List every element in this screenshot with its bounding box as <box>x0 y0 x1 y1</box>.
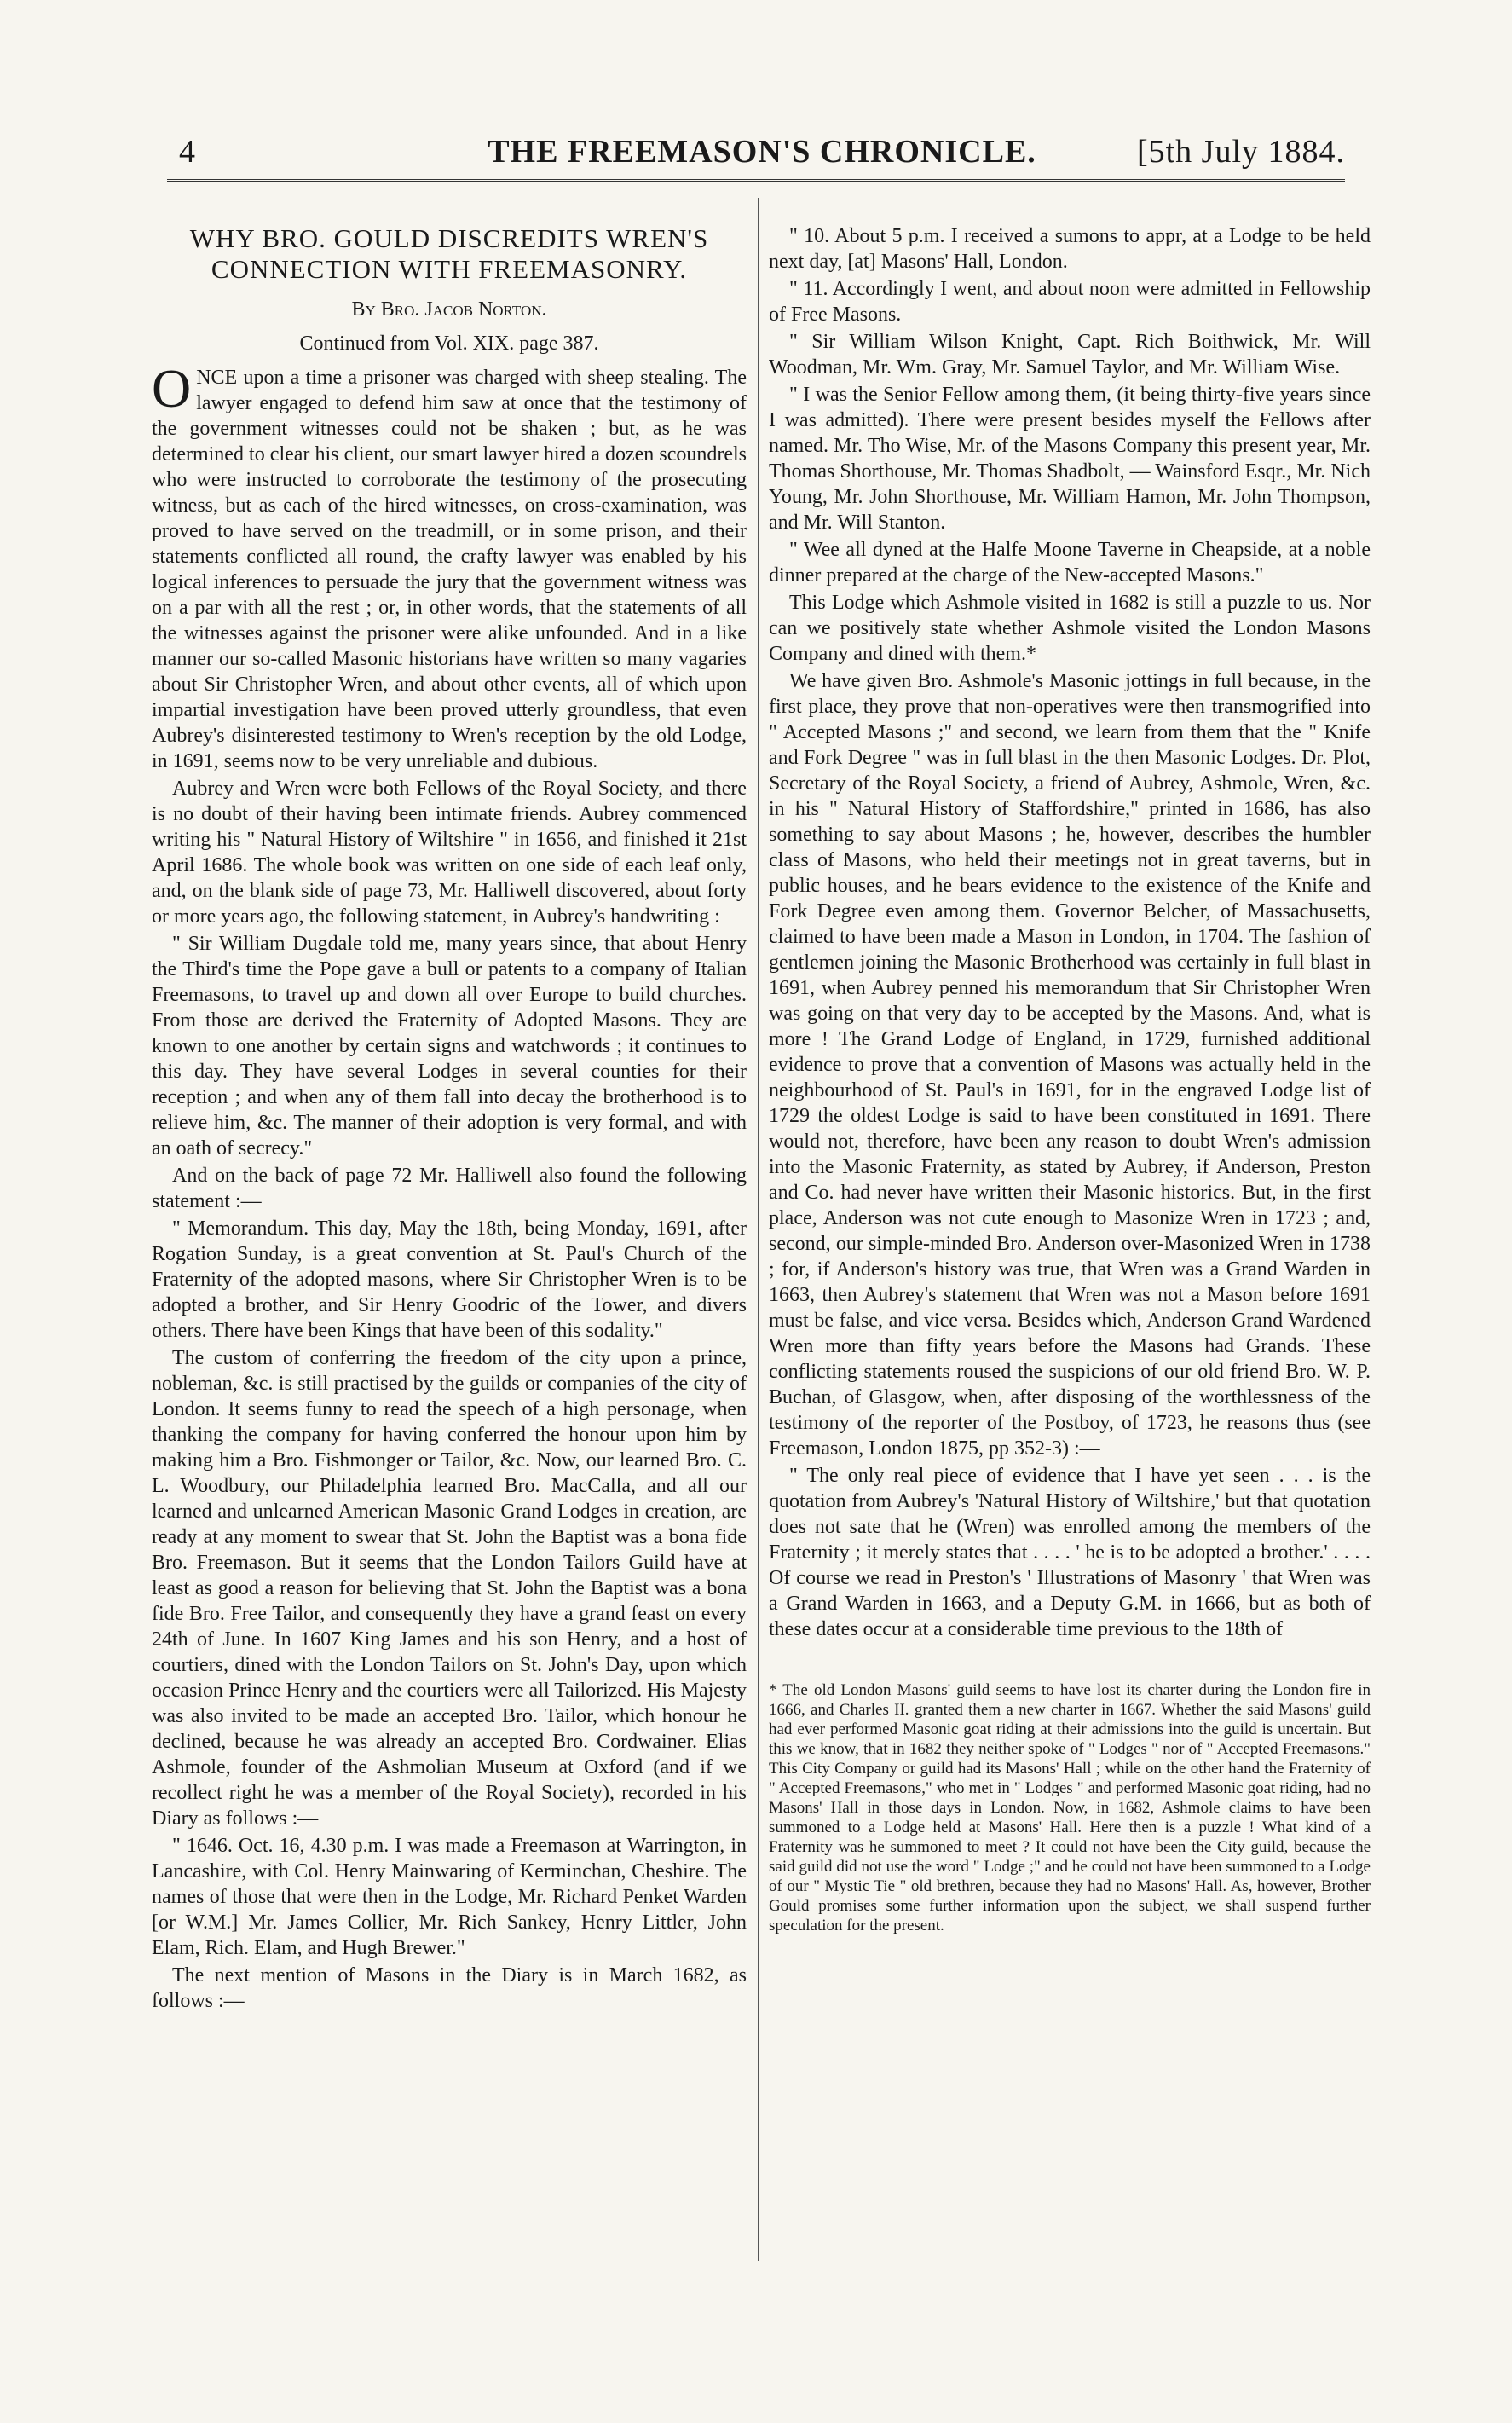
paragraph: " I was the Senior Fellow among them, (it being thirty-five years since I was admitted). There were present besides myself the Fellows after named. Mr. Tho Wise, Mr. of the Masons Company this present year, Mr. Thomas Shorthouse, Mr. Thomas Shadbolt, — Wainsford Esqr., Mr. Nich Young, Mr. John Shorthouse, Mr. William Hamon, Mr. John Thompson, and Mr. Will Stanton. <box>769 384 1371 534</box>
paragraph-text: NCE upon a time a prisoner was charged with sheep stealing. The lawyer engaged to defend him saw at once that the testimony of the government witnesses could not be shaken ; but, as he was determined to clear his client, our smart lawyer hired a dozen scoundrels who were instructed to corroborate the testimony of the prosecuting witness, but as each of the hired witnesses, on cross-examination, was proved to have served on the treadmill, or in some prison, and their statements conflicted all round, the crafty lawyer was enabled by his logical inferences to persuade the jury that the government witness was on a par with all the rest ; or, in other words, that the statements of all the witnesses against the prisoner were alike unfounded. And in a like manner our so-called Masonic historians have written so many vagaries about Sir Christopher Wren, and about other events, all of which upon impartial investigation have been proved utterly groundless, that even Aubrey's disinterested testimony to Wren's reception by the old Lodge, in 1691, seems now to be very unreliable and dubious. <box>152 367 747 772</box>
paragraph: " 10. About 5 p.m. I received a sumons to appr, at a Lodge to be held next day, [at] Masons' Hall, London. <box>769 225 1371 273</box>
paragraph: This Lodge which Ashmole visited in 1682 is still a puzzle to us. Nor can we positively state whether Ashmole visited the London Masons Company and dined with them.* <box>769 592 1371 665</box>
article-title: WHY BRO. GOULD DISCREDITS WREN'S CONNECTION WITH FREEMASONRY. <box>189 223 709 284</box>
paragraph <box>152 358 747 774</box>
paragraph: The custom of conferring the freedom of the city upon a prince, nobleman, &c. is still practised by the guilds or companies of the city of London. It seems funny to read the speech of a high personage, when thanking the company for having conferred the honour upon him by making him a Bro. Fishmonger or Tailor, &c. Now, our learned Bro. C. L. Woodbury, our Philadelphia learned Bro. MacCalla, and all our learned and unlearned American Masonic Grand Lodges in creation, are ready at any moment to swear that St. John the Baptist was a bona fide Bro. Freemason. But it seems that the London Tailors Guild have at least as good a reason for believing that St. John the Baptist was a bona fide Bro. Free Tailor, and consequently they have a grand feast on every 24th of June. In 1607 King James and his son Henry, and a host of courtiers, dined with the London Tailors on St. John's Day, upon which occasion Prince Henry and the courtiers were all Tailorized. His Majesty was also invited to be made an accepted Bro. Tailor, which honour he declined, because he was already an accepted Bro. Cordwainer. Elias Ashmole, founder of the Ashmolian Museum at Oxford (and if we recollect right he was a member of the Royal Society), recorded in his Diary as follows :— <box>152 1347 747 1830</box>
paragraph: And on the back of page 72 Mr. Halliwell also found the following statement :— <box>152 1165 747 1212</box>
left-column <box>152 223 747 2015</box>
paragraph: " The only real piece of evidence that I have yet seen . . . is the quotation from Aubrey's 'Natural History of Wiltshire,' but that quotation does not sate that he (Wren) was enrolled among the members of the Fraternity ; it merely states that . . . . ' he is to be adopted a brother.' . . . . Of course we read in Preston's ' Illustrations of Masonry ' that Wren was a Grand Warden in 1663, and a Deputy G.M. in 1666, but as both of these dates occur at a considerable time previous to the 18th of <box>769 1465 1371 1640</box>
paragraph: We have given Bro. Ashmole's Masonic jottings in full because, in the first place, they prove that non-operatives were then transmogrified into " Accepted Masons ;" and second, we learn from them that the " Knife and Fork Degree " was in full blast in the then Masonic Lodges. Dr. Plot, Secretary of the Royal Society, a friend of Aubrey, Ashmole, Wren, &c. in his " Natural History of Staffordshire," printed in 1686, has also something to say about Masons ; he, however, describes the humbler class of Masons, who held their meetings not in great taverns, but in public houses, and he bears evidence to the existence of the Knife and Fork Degree even among them. Governor Belcher, of Massachusetts, claimed to have been made a Mason in London, in 1704. The fashion of gentlemen joining the Masonic Brotherhood was certainly in full blast in 1691, when Aubrey penned his memorandum that Sir Christopher Wren was going on that very day to be accepted by the Masons. And, what is more ! The Grand Lodge of England, in 1729, furnished additional evidence to prove that a convention of Masons was actually held in the neighbourhood of St. Paul's in 1691, for in the engraved Lodge list of 1729 the oldest Lodge is said to have been constituted in 1691. There would not, therefore, have been any reason to doubt Wren's admission into the Masonic Fraternity, as stated by Aubrey, if Anderson, Preston and Co. had never have written their Masonic historics. But, in the first place, Anderson was not cute enough to Masonize Wren in 1723 ; and, second, our simple-minded Bro. Anderson over-Masonized Wren in 1738 ; for, if Anderson's history was true, that Wren was a Grand Warden in 1663, then Aubrey's statement that Wren was not a Mason before 1691 must be false, and vice versa. Besides which, Anderson Grand Wardened Wren more than fifty years before the Masons had Grands. These conflicting statements roused the suspicions of our old friend Bro. W. P. Buchan, of Glasgow, when, after disposing of the worthlessness of the testimony of the reporter of the Postboy, of 1723, he reasons thus (see Freemason, London 1875, pp 352-3) :— <box>769 670 1371 1460</box>
paragraph: Aubrey and Wren were both Fellows of the Royal Society, and there is no doubt of their having been intimate friends. Aubrey commenced writing his " Natural History of Wiltshire " in 1656, and finished it 21st April 1686. The whole book was written on one side of each leaf only, and, on the blank side of page 73, Mr. Halliwell discovered, about forty or more years ago, the following statement, in Aubrey's handwriting : <box>152 778 747 928</box>
paragraph: " Wee all dyned at the Halfe Moone Taverne in Cheapside, at a noble dinner prepared at the charge of the New-accepted Masons." <box>769 539 1371 587</box>
paragraph: " Sir William Dugdale told me, many years since, that about Henry the Third's time the Pope gave a bull or patents to a company of Italian Freemasons, to travel up and down all over Europe to build churches. From those are derived the Fraternity of Adopted Masons. They are known to one another by certain signs and watchwords ; it continues to this day. They have several Lodges in several counties for their reception ; and when any of them fall into decay the brotherhood is to relieve him, &c. The manner of their adoption is very formal, and with an oath of secrecy." <box>152 933 747 1159</box>
footnote: * The old London Masons' guild seems to have lost its charter during the London fire in 1666, and Charles II. granted them a new charter in 1667. Whether the said Masons' guild had ever performed Masonic goat riding at their admissions into the guild is uncertain. But this we know, that in 1682 they neither spoke of " Lodges " nor of " Accepted Freemasons." This City Company or guild had its Masons' Hall ; while on the other hand the Fraternity of " Accepted Freemasons," who met in " Lodges " and performed Masonic goat riding, had no Masons' Hall in those days in London. Now, in 1682, Ashmole claims to have been summoned to a Lodge held at Masons' Hall. Here then is a puzzle ! What kind of a Fraternity was he summoned to meet ? It could not have been the City guild, because the said guild did not use the word " Lodge ;" and he could not have been summoned to a Lodge of our " Mystic Tie " old brethren, because they had no Masons' Hall. As, however, Brother Gould promises some further information upon the subject, we shall suspend further speculation for the present. <box>769 1681 1371 1934</box>
paragraph: " 1646. Oct. 16, 4.30 p.m. I was made a Freemason at Warrington, in Lancashire, with Col. Henry Mainwaring of Kerminchan, Cheshire. The names of those that were then in the Lodge, Mr. Richard Penket Warden [or W.M.] Mr. James Collier, Mr. Rich Sankey, Henry Littler, John Elam, Rich. Elam, and Hugh Brewer." <box>152 1835 747 1959</box>
publication-title: THE FREEMASON'S CHRONICLE. <box>488 134 1036 170</box>
page-number: 4 <box>179 134 196 170</box>
paragraph: The next mention of Masons in the Diary is in March 1682, as follows :— <box>152 1964 747 2012</box>
issue-date: [5th July 1884. <box>1136 134 1345 170</box>
header-rule <box>167 179 1345 182</box>
paragraph: " Sir William Wilson Knight, Capt. Rich Boithwick, Mr. Will Woodman, Mr. Wm. Gray, Mr. Samuel Taylor, and Mr. William Wise. <box>769 331 1371 379</box>
column-divider <box>758 198 759 2261</box>
continued-note: Continued from Vol. XIX. page 387. <box>299 333 599 355</box>
paragraph: " Memorandum. This day, May the 18th, being Monday, 1691, after Rogation Sunday, is a great convention at St. Paul's Church of the Fraternity of the adopted masons, where Sir Christopher Wren is to be adopted a brother, and Sir Henry Goodric of the Tower, and divers others. There have been Kings that have been of this sodality." <box>152 1217 747 1342</box>
right-column <box>769 223 1371 1935</box>
drop-cap: O <box>152 358 192 419</box>
page-header <box>179 133 1345 177</box>
paragraph: " 11. Accordingly I went, and about noon were admitted in Fellowship of Free Masons. <box>769 278 1371 326</box>
article-byline: By Bro. Jacob Norton. <box>351 298 547 321</box>
